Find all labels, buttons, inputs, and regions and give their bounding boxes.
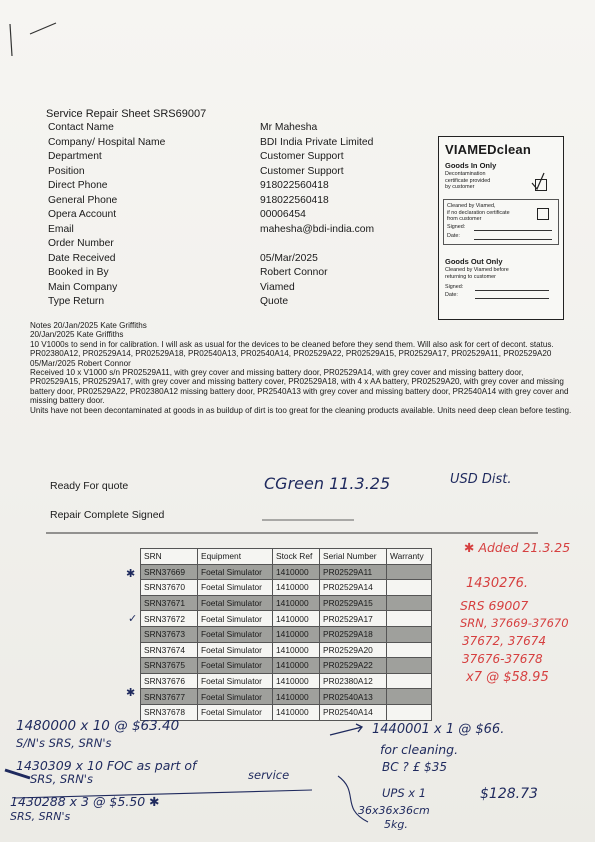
cell-warranty — [387, 673, 432, 689]
date-label: Date: — [447, 233, 460, 239]
cleaned-text: Cleaned by Viamed, if no declaration certificate from customer — [447, 203, 510, 222]
notes-line: Units have not been decontaminated at goods in as buildup of dirt is too great for the cleaning products available. Units need deep clean before testing. — [30, 405, 572, 415]
cell-equipment: Foetal Simulator — [198, 658, 273, 674]
cell-srn: SRN37673 — [141, 626, 198, 642]
ready-for-quote-label: Ready For quote — [50, 480, 129, 492]
cell-stock-ref: 1410000 — [273, 642, 320, 658]
table-row — [141, 642, 432, 658]
check-mark-icon — [529, 171, 549, 193]
table-header-row — [141, 549, 432, 565]
pen-stroke-top — [30, 23, 56, 34]
field-value: Quote — [260, 296, 289, 307]
handwritten-mark: ✱ — [126, 567, 136, 580]
signed-line — [474, 230, 552, 231]
cell-equipment: Foetal Simulator — [198, 580, 273, 596]
cell-serial-number: PR02529A11 — [320, 564, 387, 580]
cell-stock-ref: 1410000 — [273, 704, 320, 720]
cell-equipment: Foetal Simulator — [198, 689, 273, 705]
field-label: Main Company — [48, 281, 118, 293]
cleaned-section — [443, 199, 559, 245]
field-label: Opera Account — [48, 209, 117, 220]
cell-warranty — [387, 642, 432, 658]
handwritten-line: 37676-37678 — [462, 652, 543, 666]
handwritten-line: 1430288 x 3 @ $5.50 ✱ — [10, 794, 160, 809]
cell-equipment: Foetal Simulator — [198, 642, 273, 658]
handwritten-mark: ✓ — [128, 612, 138, 625]
field-label: Contact Name — [48, 122, 114, 133]
field-value: Customer Support — [260, 151, 344, 162]
handwritten-line: 1480000 x 10 @ $63.40 — [16, 718, 180, 734]
handwritten-line: SRS, SRN's — [10, 810, 71, 823]
header-warranty: Warranty — [387, 549, 432, 565]
cell-stock-ref: 1410000 — [273, 673, 320, 689]
out-date-label: Date: — [445, 292, 458, 298]
signed-label: Signed: — [447, 224, 466, 230]
cell-srn: SRN37670 — [141, 580, 198, 596]
header-equipment: Equipment — [198, 549, 273, 565]
field-label: Type Return — [48, 296, 105, 307]
table-row — [141, 673, 432, 689]
field-label: Company/ Hospital Name — [48, 136, 166, 148]
cell-serial-number: PR02540A14 — [320, 704, 387, 720]
handwritten-line: SRS 69007 — [460, 598, 529, 613]
field-value: Viamed — [260, 281, 295, 293]
header-serial-number: Serial Number — [320, 549, 387, 565]
field-value: Robert Connor — [260, 267, 328, 278]
cell-serial-number: PR02529A20 — [320, 642, 387, 658]
header-stock-ref: Stock Ref — [273, 549, 320, 565]
field-label: Department — [48, 151, 102, 162]
handwritten-line: 36x36x36cm — [358, 804, 430, 817]
table-row — [141, 564, 432, 580]
cell-warranty — [387, 704, 432, 720]
cell-equipment: Foetal Simulator — [198, 704, 273, 720]
cell-equipment: Foetal Simulator — [198, 595, 273, 611]
cell-stock-ref: 1410000 — [273, 658, 320, 674]
handwritten-line: 1430276. — [466, 576, 529, 591]
notes-line: 20/Jan/2025 Kate Griffiths — [30, 330, 124, 340]
handwritten-line: UPS x 1 — [382, 786, 427, 800]
table-row — [141, 611, 432, 627]
field-label: Position — [48, 165, 85, 177]
out-signed-label: Signed: — [445, 284, 464, 290]
field-value: Customer Support — [260, 165, 344, 177]
cell-srn: SRN37678 — [141, 704, 198, 720]
handwritten-usd: USD Dist. — [450, 472, 512, 487]
cell-serial-number: PR02529A22 — [320, 658, 387, 674]
goods-out-text: Cleaned by Viamed before returning to customer — [445, 267, 509, 280]
cell-serial-number: PR02529A18 — [320, 626, 387, 642]
handwritten-line: $128.73 — [480, 786, 538, 802]
notes-line: Received 10 x V1000 s/n PR02529A11, with grey cover and missing battery door, PR02529A14, with grey cover and missing battery door, PR02529A15, PR02529A17, with grey cover and missing battery cover, PR02529A18, with 4 x AA battery, PR02529A20, with grey cover and missing battery door, PR02529A22, PR02380A12 missing battery door, PR2540A13 with grey cover and missing battery door, PR2540A14 with grey cover and missing battery door. — [30, 368, 569, 406]
cell-stock-ref: 1410000 — [273, 595, 320, 611]
cell-srn: SRN37671 — [141, 595, 198, 611]
table-row — [141, 658, 432, 674]
notes-line: PR02380A12, PR02529A14, PR02529A18, PR02540A13, PR02540A14, PR02529A22, PR02529A15, PR02529A17, PR02529A11, PR02529A20 — [30, 349, 552, 359]
field-value: BDI India Private Limited — [260, 136, 374, 148]
cell-warranty — [387, 658, 432, 674]
out-date-line — [475, 298, 549, 299]
goods-out-title: Goods Out Only — [445, 257, 503, 266]
pen-stroke-left — [10, 24, 12, 56]
field-value: 00006454 — [260, 209, 306, 220]
cell-equipment: Foetal Simulator — [198, 564, 273, 580]
table-row — [141, 580, 432, 596]
cleaned-checkbox — [537, 208, 549, 220]
cell-warranty — [387, 626, 432, 642]
cell-serial-number: PR02529A17 — [320, 611, 387, 627]
cell-serial-number: PR02380A12 — [320, 673, 387, 689]
field-label: Direct Phone — [48, 180, 108, 191]
table-row — [141, 704, 432, 720]
cell-stock-ref: 1410000 — [273, 611, 320, 627]
notes-line: 05/Mar/2025 Robert Connor — [30, 358, 131, 368]
handwritten-line: S/N's SRS, SRN's — [16, 736, 112, 750]
table-row — [141, 595, 432, 611]
cell-srn: SRN37669 — [141, 564, 198, 580]
cell-srn: SRN37674 — [141, 642, 198, 658]
header-srn: SRN — [141, 549, 198, 565]
cell-srn: SRN37672 — [141, 611, 198, 627]
cell-serial-number: PR02529A15 — [320, 595, 387, 611]
handwritten-line: 1430309 x 10 FOC as part of — [16, 758, 197, 773]
field-label: Booked in By — [48, 267, 109, 278]
handwritten-line: 1440001 x 1 @ $66. — [372, 722, 505, 737]
field-value: 05/Mar/2025 — [260, 252, 318, 264]
viamed-clean-box — [438, 136, 564, 320]
goods-in-title: Goods In Only — [445, 161, 497, 170]
cell-stock-ref: 1410000 — [273, 689, 320, 705]
goods-in-text: Decontamination certificate provided by customer — [445, 171, 491, 190]
cell-stock-ref: 1410000 — [273, 626, 320, 642]
cell-equipment: Foetal Simulator — [198, 673, 273, 689]
notes-line: Notes 20/Jan/2025 Kate Griffiths — [30, 321, 147, 330]
field-value: Mr Mahesha — [260, 122, 318, 133]
table-row — [141, 626, 432, 642]
cell-srn: SRN37676 — [141, 673, 198, 689]
cell-equipment: Foetal Simulator — [198, 626, 273, 642]
out-signed-line — [475, 290, 549, 291]
handwritten-line: x7 @ $58.95 — [466, 670, 549, 685]
cell-stock-ref: 1410000 — [273, 564, 320, 580]
handwritten-line: service — [248, 768, 290, 782]
handwritten-line: 37672, 37674 — [462, 634, 546, 648]
sheet-title: Service Repair Sheet SRS69007 — [46, 108, 207, 120]
cell-equipment: Foetal Simulator — [198, 611, 273, 627]
cell-warranty — [387, 689, 432, 705]
handwritten-arrow — [330, 724, 362, 735]
handwritten-line: for cleaning. — [380, 742, 459, 757]
repair-complete-label: Repair Complete Signed — [50, 509, 165, 521]
field-label: Date Received — [48, 252, 116, 264]
cell-warranty — [387, 595, 432, 611]
date-line — [474, 239, 552, 240]
cell-warranty — [387, 564, 432, 580]
field-label: General Phone — [48, 194, 118, 206]
cell-srn: SRN37677 — [141, 689, 198, 705]
cell-stock-ref: 1410000 — [273, 580, 320, 596]
field-label: Email — [48, 223, 74, 235]
notes-line: 10 V1000s to send in for calibration. I will ask as usual for the devices to be cleaned before they send them. Will also ask for cert of decont. status. — [30, 339, 554, 349]
notes-section — [30, 321, 575, 415]
handwritten-line: 5kg. — [384, 818, 408, 831]
handwritten-line: SRN, 37669-37670 — [460, 616, 569, 630]
handwritten-mark: ✱ — [126, 686, 136, 699]
field-label: Order Number — [48, 238, 114, 249]
field-value: 918022560418 — [260, 180, 329, 191]
cell-serial-number: PR02529A14 — [320, 580, 387, 596]
field-value: 918022560418 — [260, 194, 329, 206]
cell-serial-number: PR02540A13 — [320, 689, 387, 705]
cell-warranty — [387, 611, 432, 627]
handwritten-line: BC ? £ $35 — [382, 760, 447, 774]
cell-srn: SRN37675 — [141, 658, 198, 674]
field-value: mahesha@bdi-india.com — [260, 223, 375, 235]
handwritten-signature: CGreen 11.3.25 — [264, 474, 391, 493]
handwritten-line: SRS, SRN's — [30, 772, 93, 786]
handwritten-added: ✱ Added 21.3.25 — [464, 540, 571, 555]
table-body — [141, 564, 432, 720]
viamed-logo: VIAMEDclean — [445, 142, 532, 157]
table-row — [141, 689, 432, 705]
cell-warranty — [387, 580, 432, 596]
srn-table — [140, 548, 432, 721]
